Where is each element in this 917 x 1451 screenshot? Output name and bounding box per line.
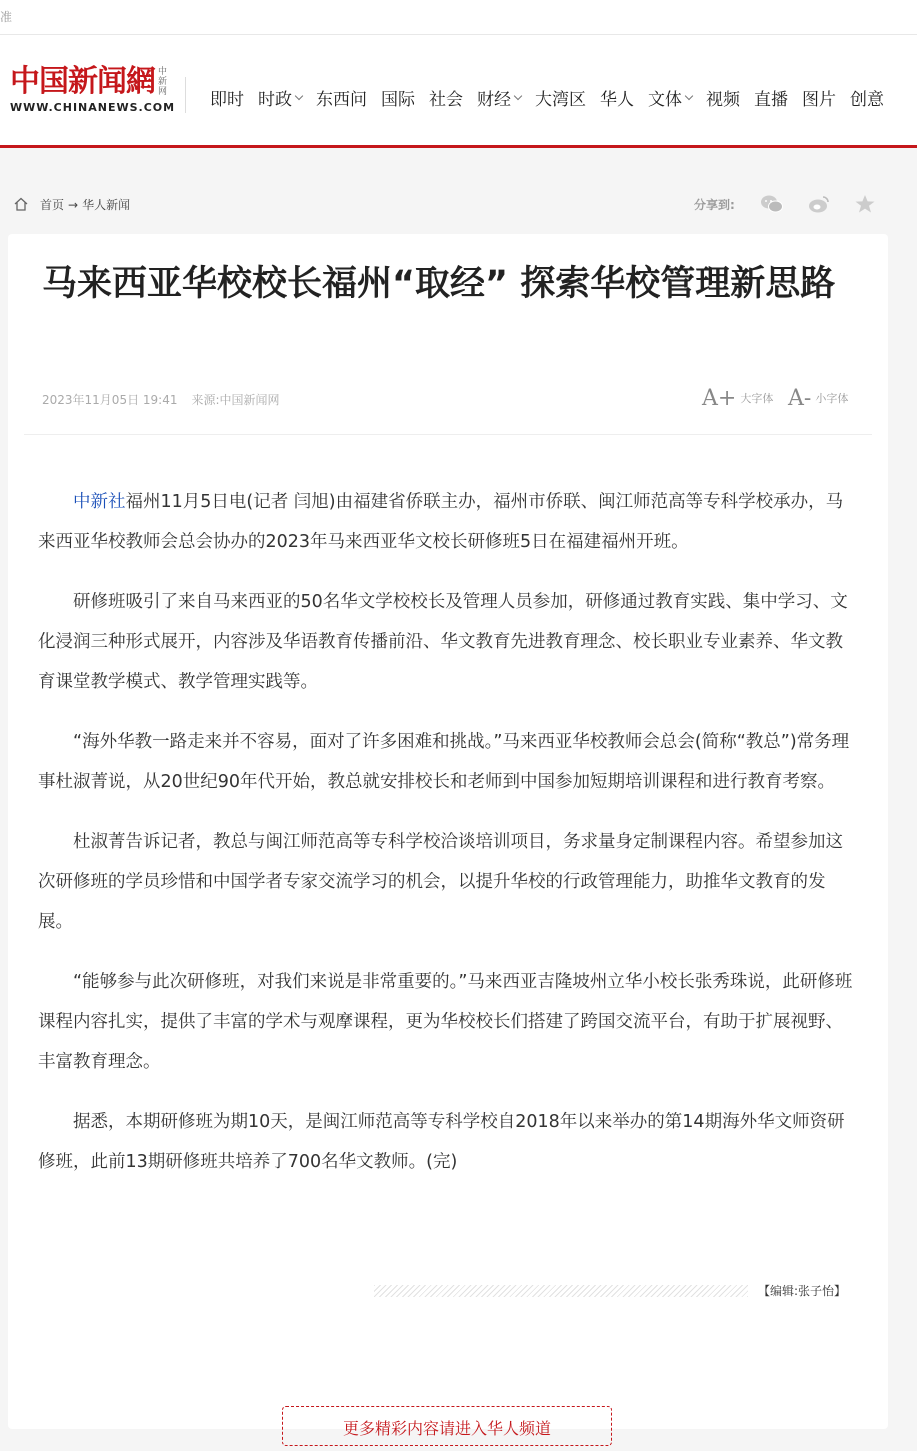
- nav-item-dawanqu[interactable]: 大湾区: [535, 90, 586, 110]
- home-icon[interactable]: [14, 197, 28, 211]
- nav-item-dongxiwen[interactable]: 东西问: [316, 90, 367, 110]
- top-strip: [0, 0, 917, 35]
- nav-item-caijing[interactable]: 财经: [477, 85, 521, 110]
- nav-item-chuangyi[interactable]: 创意: [850, 90, 884, 110]
- logo-english: WWW.CHINANEWS.COM: [10, 101, 176, 114]
- nav-item-wenti[interactable]: 文体: [648, 85, 692, 110]
- share-label: 分享到:: [694, 198, 735, 212]
- agency-link[interactable]: 中新社: [73, 492, 126, 512]
- nav-item-zhibo[interactable]: 直播: [754, 90, 788, 110]
- font-small-icon: A-: [788, 386, 812, 411]
- nav-item-jishi[interactable]: 即时: [210, 90, 244, 110]
- nav-item-shizheng[interactable]: 时政: [258, 85, 302, 110]
- article-body: [38, 482, 860, 1202]
- article-card: [8, 234, 888, 1438]
- nav-item-guoji[interactable]: 国际: [381, 90, 415, 110]
- star-icon[interactable]: [853, 194, 877, 214]
- wechat-icon[interactable]: [760, 194, 784, 214]
- font-size-large-button[interactable]: [702, 386, 773, 411]
- top-strip-text: 准: [0, 10, 13, 24]
- more-content-link[interactable]: 更多精彩内容请进入华人频道: [282, 1406, 612, 1446]
- font-size-small-button[interactable]: [788, 386, 848, 411]
- logo-chinese: 中国新闻網: [10, 64, 155, 99]
- article-paragraph: 杜淑菁告诉记者，教总与闽江师范高等专科学校洽谈培训项目，务求量身定制课程内容。希望参加这次研修班的学员珍惜和中国学者专家交流学习的机会，以提升华校的行政管理能力，助推华文教育的发展。: [38, 832, 843, 932]
- article-paragraph: “海外华教一路走来并不容易，面对了许多困难和挑战。”马来西亚华校教师会总会(简称“教总”)常务理事杜淑菁说，从20世纪90年代开始，教总就安排校长和老师到中国参加短期培训课程和进行教育考察。: [38, 732, 850, 792]
- publish-date: 2023年11月05日 19:41: [42, 393, 178, 407]
- header-divider: [185, 77, 186, 113]
- breadcrumb-home[interactable]: 首页: [40, 198, 65, 212]
- nav-item-shipin[interactable]: 视频: [706, 90, 740, 110]
- source-label: 来源:: [191, 393, 220, 407]
- article-title: 马来西亚华校校长福州“取经” 探索华校管理新思路: [42, 264, 836, 304]
- font-small-label: 小字体: [815, 392, 849, 405]
- article-paragraph: “能够参与此次研修班，对我们来说是非常重要的。”马来西亚吉隆坡州立华小校长张秀珠说，此研修班课程内容扎实，提供了丰富的学术与观摩课程，更为华校校长们搭建了跨国交流平台，有助于扩展视野、丰富教育理念。: [38, 972, 853, 1072]
- article-paragraph: 据悉，本期研修班为期10天，是闽江师范高等专科学校自2018年以来举办的第14期海外华文师资研修班，此前13期研修班共培养了700名华文教师。(完): [38, 1112, 845, 1172]
- font-large-label: 大字体: [740, 392, 774, 405]
- chevron-down-icon: [514, 91, 522, 99]
- font-large-icon: A+: [702, 386, 737, 411]
- nav-item-shehui[interactable]: 社会: [429, 90, 463, 110]
- logo-side-text: 中新网: [158, 67, 168, 97]
- meta-divider: [24, 434, 872, 435]
- main-nav: [210, 85, 898, 110]
- site-header: [0, 35, 917, 148]
- weibo-icon[interactable]: [807, 194, 831, 214]
- article-paragraph: 研修班吸引了来自马来西亚的50名华文学校校长及管理人员参加，研修通过教育实践、集中学习、文化浸润三种形式展开，内容涉及华语教育传播前沿、华文教育先进教育理念、校长职业专业素养、华文教育课堂教学模式、教学管理实践等。: [38, 592, 848, 692]
- article-paragraph: 中新社福州11月5日电(记者 闫旭)由福建省侨联主办，福州市侨联、闽江师范高等专科学校承办，马来西亚华校教师会总会协办的2023年马来西亚华文校长研修班5日在福建福州开班。: [38, 492, 844, 552]
- editor-divider: [374, 1285, 748, 1297]
- article-meta: [42, 391, 280, 408]
- breadcrumb: [40, 196, 130, 213]
- chevron-down-icon: [685, 91, 693, 99]
- nav-item-huaren[interactable]: 华人: [600, 90, 634, 110]
- breadcrumb-bar: [0, 180, 917, 230]
- chevron-down-icon: [295, 91, 303, 99]
- source-link[interactable]: 中国新闻网: [219, 393, 280, 407]
- breadcrumb-arrow: →: [68, 198, 79, 212]
- editor-credit: 【编辑:张子怡】: [758, 1284, 847, 1298]
- breadcrumb-section[interactable]: 华人新闻: [82, 198, 131, 212]
- site-logo[interactable]: [10, 65, 180, 121]
- nav-item-tupian[interactable]: 图片: [802, 90, 836, 110]
